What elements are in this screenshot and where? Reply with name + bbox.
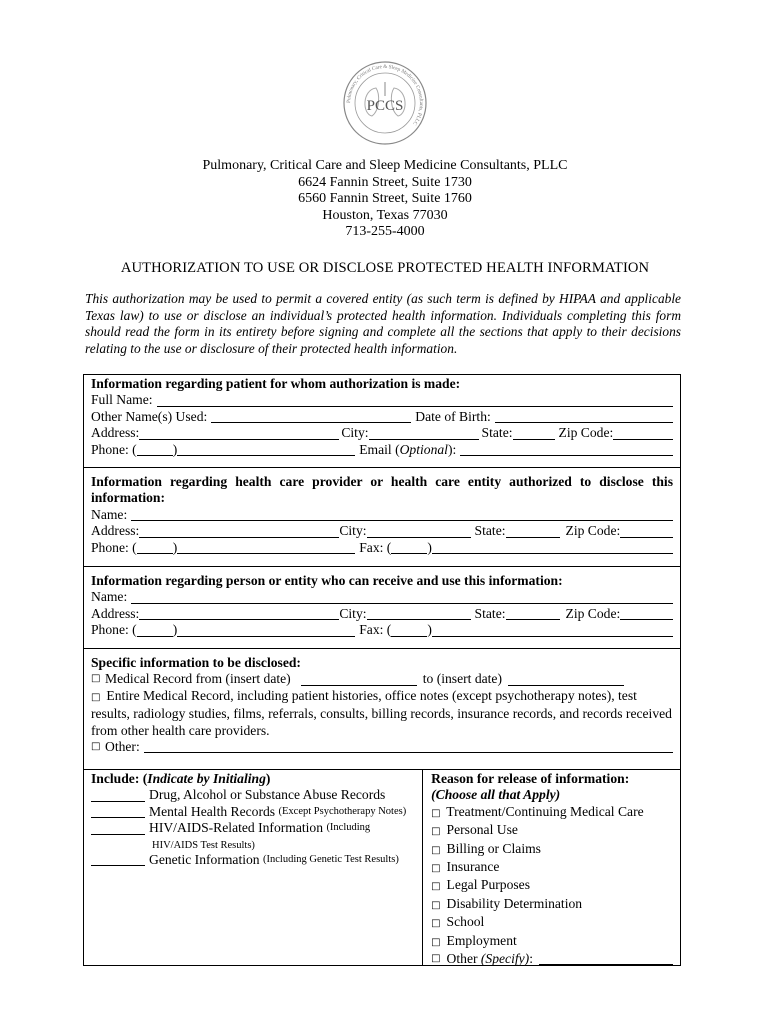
zip-label: Zip Code: xyxy=(558,425,614,441)
to-date-label: to (insert date) xyxy=(422,671,502,687)
specific-info-section xyxy=(83,648,681,769)
intro-paragraph: This authorization may be used to permit a covered entity (as such term is defined by HIPAA and applicable Texas law) to use or disclose an individual’s protected health information. Individuals completing this form should read the form in its entirety before signing and complete all the sections that apply to their decisions relating to the use or disclosure of their protected health information. xyxy=(85,291,681,356)
other-info-checkbox[interactable]: □ xyxy=(91,741,101,753)
recipient-phone-label: Phone: ( xyxy=(91,622,137,638)
reason-subheading: (Choose all that Apply) xyxy=(431,787,561,803)
provider-zip-field[interactable] xyxy=(620,525,673,538)
recipient-address-field[interactable] xyxy=(139,607,339,620)
recipient-state-field[interactable] xyxy=(506,607,560,620)
reason-option xyxy=(431,877,673,895)
specific-heading: Specific information to be disclosed: xyxy=(91,655,301,670)
reason-other-checkbox[interactable]: □ xyxy=(431,953,441,965)
reason-other-field[interactable] xyxy=(539,952,673,965)
provider-state-label: State: xyxy=(474,523,506,539)
form-title: AUTHORIZATION TO USE OR DISCLOSE PROTECTED HEALTH INFORMATION xyxy=(120,260,650,276)
recipient-zip-field[interactable] xyxy=(620,607,673,620)
paren-close: ) xyxy=(427,622,432,638)
include-column xyxy=(84,770,423,965)
to-date-field[interactable] xyxy=(508,673,624,686)
recipient-address-label: Address: xyxy=(91,605,140,621)
state-field[interactable] xyxy=(513,427,555,440)
phone-line: 713-255-4000 xyxy=(345,224,425,239)
provider-zip-label: Zip Code: xyxy=(565,523,621,539)
include-genetic-label: Genetic Information xyxy=(149,851,260,867)
other-names-field[interactable] xyxy=(211,410,411,423)
reason-other-specify: (Specify) xyxy=(480,951,530,967)
recipient-zip-label: Zip Code: xyxy=(565,605,621,621)
phone-label: Phone: ( xyxy=(91,441,137,457)
provider-phone-label: Phone: ( xyxy=(91,539,137,555)
reason-option xyxy=(431,859,673,877)
address-line-2: 6560 Fannin Street, Suite 1760 xyxy=(298,191,472,206)
email-label: Email (Optional): xyxy=(359,441,457,457)
recipient-city-label: City: xyxy=(339,605,367,621)
other-info-field[interactable] xyxy=(144,740,673,753)
address-line-1: 6624 Fannin Street, Suite 1730 xyxy=(298,174,472,190)
paren-close: ) xyxy=(172,539,178,555)
initial-genetic-field[interactable] xyxy=(91,853,145,866)
reason-other-option xyxy=(431,951,673,967)
provider-city-label: City: xyxy=(339,523,367,539)
from-date-field[interactable] xyxy=(301,673,417,686)
paren-close: ) xyxy=(172,622,178,638)
city-label: City: xyxy=(341,425,369,441)
reason-checkbox[interactable]: □ xyxy=(431,918,441,930)
recipient-fax-label: Fax: ( xyxy=(359,622,392,638)
reason-checkbox[interactable]: □ xyxy=(431,844,441,856)
reason-option xyxy=(431,841,673,859)
include-mental-label: Mental Health Records xyxy=(149,803,276,819)
provider-city-field[interactable] xyxy=(367,525,471,538)
medical-record-label: Medical Record from (insert date) xyxy=(105,671,291,687)
reason-option xyxy=(431,914,673,932)
svg-text:PCCS: PCCS xyxy=(366,98,404,114)
city-line: Houston, Texas 77030 xyxy=(322,207,448,223)
provider-heading: Information regarding health care provider or health care entity authorized to disclose this information: xyxy=(91,474,673,506)
provider-address-label: Address: xyxy=(91,523,140,539)
paren-close: ) xyxy=(427,539,432,555)
recipient-name-field[interactable] xyxy=(131,591,673,604)
address-field[interactable] xyxy=(139,427,339,440)
reason-label: Disability Determination xyxy=(446,895,583,911)
reason-label: Billing or Claims xyxy=(446,840,541,856)
recipient-area-code-field[interactable] xyxy=(137,624,173,637)
other-info-label: Other: xyxy=(105,739,140,755)
zip-field[interactable] xyxy=(613,427,673,440)
provider-area-code-field[interactable] xyxy=(137,541,173,554)
initial-drug-field[interactable] xyxy=(91,789,145,802)
state-label: State: xyxy=(481,425,513,441)
recipient-state-label: State: xyxy=(474,605,506,621)
reason-heading: Reason for release of information: xyxy=(431,771,630,786)
include-hiv-note: (Including xyxy=(326,822,371,834)
patient-heading: Information regarding patient for whom authorization is made: xyxy=(91,376,461,391)
recipient-city-field[interactable] xyxy=(367,607,471,620)
include-drug-label: Drug, Alcohol or Substance Abuse Records xyxy=(149,787,386,803)
reason-option xyxy=(431,896,673,914)
reason-label: Personal Use xyxy=(446,822,518,838)
provider-name-field[interactable] xyxy=(131,508,673,521)
dob-field[interactable] xyxy=(495,410,673,423)
initial-mental-field[interactable] xyxy=(91,805,145,818)
reason-label: School xyxy=(446,914,485,930)
provider-section xyxy=(83,467,681,566)
patient-section xyxy=(83,374,681,467)
entire-record-option xyxy=(91,688,673,739)
reason-checkbox[interactable]: □ xyxy=(431,881,441,893)
reason-checkbox[interactable]: □ xyxy=(431,826,441,838)
reason-other-label: Other xyxy=(446,951,478,967)
provider-phone-field[interactable] xyxy=(177,541,355,554)
include-hiv-label: HIV/AIDS-Related Information xyxy=(149,820,324,836)
reason-label: Insurance xyxy=(446,859,500,875)
include-genetic-note: (Including Genetic Test Results) xyxy=(263,853,399,865)
provider-fax-field[interactable] xyxy=(432,541,673,554)
include-heading: Include: (Indicate by Initialing) xyxy=(91,771,271,786)
city-field[interactable] xyxy=(369,427,479,440)
address-label: Address: xyxy=(91,425,140,441)
provider-fax-label: Fax: ( xyxy=(359,539,392,555)
org-name: Pulmonary, Critical Care and Sleep Medicine Consultants, PLLC xyxy=(202,158,568,173)
provider-state-field[interactable] xyxy=(506,525,560,538)
reason-checkbox[interactable]: □ xyxy=(431,807,441,819)
provider-fax-area-field[interactable] xyxy=(391,541,427,554)
recipient-section xyxy=(83,566,681,648)
entire-record-label: Entire Medical Record, including patient histories, office notes (except psychotherapy notes), test results, radiology studies, films, referrals, consults, billing records, insurance records, and records received from other health care providers. xyxy=(91,687,672,738)
recipient-name-label: Name: xyxy=(91,589,128,605)
letterhead xyxy=(0,158,770,241)
provider-address-field[interactable] xyxy=(139,525,339,538)
reason-checkbox[interactable]: □ xyxy=(431,936,441,948)
other-names-label: Other Name(s) Used: xyxy=(91,408,208,424)
reason-checkbox[interactable]: □ xyxy=(431,863,441,875)
entire-record-checkbox[interactable]: □ xyxy=(91,691,101,703)
dob-label: Date of Birth: xyxy=(415,408,491,424)
area-code-field[interactable] xyxy=(137,443,173,456)
reason-option xyxy=(431,804,673,822)
pccs-logo xyxy=(342,60,428,146)
reason-option xyxy=(431,822,673,840)
phone-field[interactable] xyxy=(177,443,355,456)
svg-text:Pulmonary, Critical Care & Sle: Pulmonary, Critical Care & Sleep Medicine Consultants, PLLC xyxy=(345,63,425,127)
reason-column xyxy=(423,770,680,965)
paren-close: ) xyxy=(172,441,178,457)
recipient-fax-field[interactable] xyxy=(432,624,673,637)
recipient-heading: Information regarding person or entity who can receive and use this information: xyxy=(91,573,563,588)
medical-record-checkbox[interactable]: □ xyxy=(91,673,101,685)
recipient-phone-field[interactable] xyxy=(177,624,355,637)
reason-checkbox[interactable]: □ xyxy=(431,899,441,911)
include-reason-section xyxy=(83,769,681,966)
recipient-fax-area-field[interactable] xyxy=(391,624,427,637)
reason-label: Employment xyxy=(446,932,517,948)
full-name-field[interactable] xyxy=(157,394,673,407)
initial-hiv-field[interactable] xyxy=(91,822,145,835)
include-mental-note: (Except Psychotherapy Notes) xyxy=(278,805,407,817)
colon: : xyxy=(529,951,533,967)
reason-option xyxy=(431,933,673,951)
full-name-label: Full Name: xyxy=(91,392,153,408)
provider-name-label: Name: xyxy=(91,506,128,522)
reason-label: Legal Purposes xyxy=(446,877,530,893)
include-hiv-note-cont: HIV/AIDS Test Results) xyxy=(152,839,255,851)
email-field[interactable] xyxy=(460,443,673,456)
reason-label: Treatment/Continuing Medical Care xyxy=(446,803,644,819)
